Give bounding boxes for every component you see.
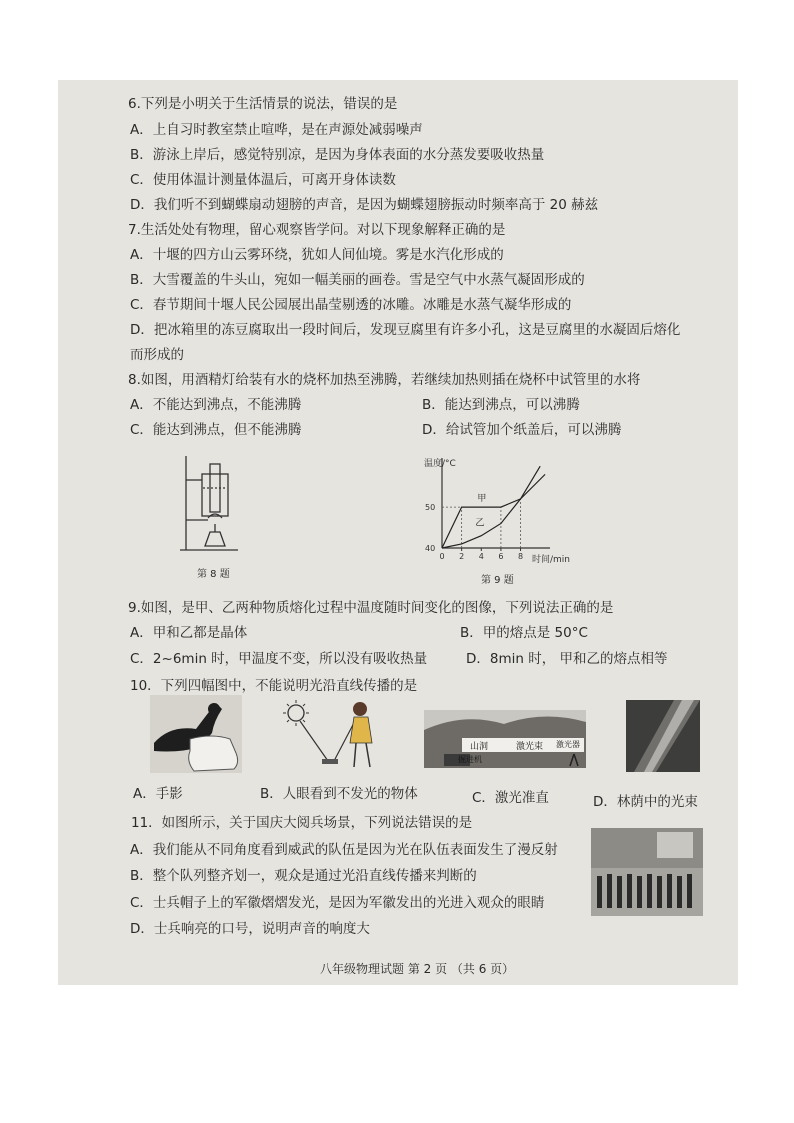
q6-option-d: D．我们听不到蝴蝶扇动翅膀的声音，是因为蝴蝶翅膀振动时频率高于 20 赫兹: [130, 197, 599, 213]
q9-option-c: C．2~6min 时，甲温度不变，所以没有吸收热量: [130, 651, 428, 667]
series-label-0: 甲: [477, 493, 487, 504]
q8-caption: 第 8 题: [197, 569, 230, 580]
tunnel-sign-cave: 山洞: [470, 742, 489, 752]
forest-light-beam-image: [626, 700, 700, 772]
series-label-1: 乙: [475, 518, 485, 529]
q8-stem: 8.如图，用酒精灯给装有水的烧杯加热至沸腾，若继续加热则插在烧杯中试管里的水将: [128, 372, 641, 388]
q7-option-c: C．春节期间十堰人民公园展出晶莹剔透的冰雕。冰雕是水蒸气凝华形成的: [130, 297, 572, 313]
x-tick-label-4: 4: [478, 552, 484, 561]
q7-option-b: B．大雪覆盖的牛头山，宛如一幅美丽的画卷。雪是空气中水蒸气凝固形成的: [130, 272, 585, 288]
q11-option-d: D．士兵响亮的口号，说明声音的响度大: [130, 921, 370, 937]
x-tick-label-0: 0: [439, 552, 445, 561]
q7-option-d-cont: 而形成的: [130, 347, 184, 363]
q10-stem: 10．下列四幅图中，不能说明光沿直线传播的是: [130, 678, 418, 694]
q9-chart: [420, 452, 571, 570]
q8-option-c: C．能达到沸点，但不能沸腾: [130, 422, 302, 438]
y-tick-label-40: 40: [425, 544, 436, 553]
page-footer: 八年级物理试题 第 2 页 （共 6 页）: [320, 962, 515, 976]
q9-option-d: D．8min 时， 甲和乙的熔点相等: [466, 651, 668, 667]
tunnel-sign-laser-beam: 激光束: [516, 742, 544, 752]
x-tick-label-2: 2: [459, 552, 465, 561]
q10-option-b: B．人眼看到不发光的物体: [260, 786, 418, 802]
q11-option-b: B．整个队列整齐划一，观众是通过光沿直线传播来判断的: [130, 868, 477, 884]
q11-option-a: A．我们能从不同角度看到威武的队伍是因为光在队伍表面发生了漫反射: [130, 842, 558, 858]
q7-stem: 7.生活处处有物理，留心观察皆学问。对以下现象解释正确的是: [128, 222, 506, 238]
tunnel-machine-label: 掘进机: [458, 755, 482, 764]
series-line-0: [442, 474, 545, 548]
q8-option-d: D．给试管加个纸盖后，可以沸腾: [422, 422, 622, 438]
q11-stem: 11．如图所示，关于国庆大阅兵场景，下列说法错误的是: [131, 815, 473, 831]
q8-option-b: B．能达到沸点，可以沸腾: [422, 397, 580, 413]
x-tick-label-8: 8: [518, 552, 524, 561]
q6-option-b: B．游泳上岸后，感觉特别凉，是因为身体表面的水分蒸发要吸收热量: [130, 147, 545, 163]
q9-option-a: A．甲和乙都是晶体: [130, 625, 248, 641]
q10-option-c: C．激光准直: [472, 790, 549, 806]
hand-shadow-image: [150, 695, 242, 773]
q6-stem: 6.下列是小明关于生活情景的说法，错误的是: [128, 96, 398, 112]
q9-caption: 第 9 题: [481, 575, 514, 586]
q10-option-d: D．林荫中的光束: [593, 794, 698, 810]
y-tick-label-50: 50: [425, 503, 436, 513]
q8-apparatus-figure: [178, 452, 246, 557]
x-tick-label-6: 6: [498, 552, 504, 561]
parade-photo: [591, 828, 703, 916]
q10-option-a: A．手影: [133, 786, 183, 802]
q6-option-a: A．上自习时教室禁止喧哗，是在声源处减弱噪声: [130, 122, 423, 138]
laser-tunnel-image: [424, 710, 586, 768]
tunnel-sign-laser: 激光器: [556, 740, 580, 749]
q9-option-b: B．甲的熔点是 50°C: [460, 625, 588, 641]
eye-sees-object-image: [276, 697, 388, 773]
q9-stem: 9.如图，是甲、乙两种物质熔化过程中温度随时间变化的图像，下列说法正确的是: [128, 600, 614, 616]
y-axis-label: 温度/°C: [424, 459, 456, 469]
q11-option-c: C．士兵帽子上的军徽熠熠发光，是因为军徽发出的光进入观众的眼睛: [130, 895, 545, 911]
q6-option-c: C．使用体温计测量体温后，可离开身体读数: [130, 172, 396, 188]
x-axis-label: 时间/min: [532, 555, 571, 565]
q7-option-d: D．把冰箱里的冻豆腐取出一段时间后，发现豆腐里有许多小孔，这是豆腐里的水凝固后熔化: [130, 322, 681, 338]
q8-option-a: A．不能达到沸点，不能沸腾: [130, 397, 302, 413]
q7-option-a: A．十堰的四方山云雾环绕，犹如人间仙境。雾是水汽化形成的: [130, 247, 504, 263]
